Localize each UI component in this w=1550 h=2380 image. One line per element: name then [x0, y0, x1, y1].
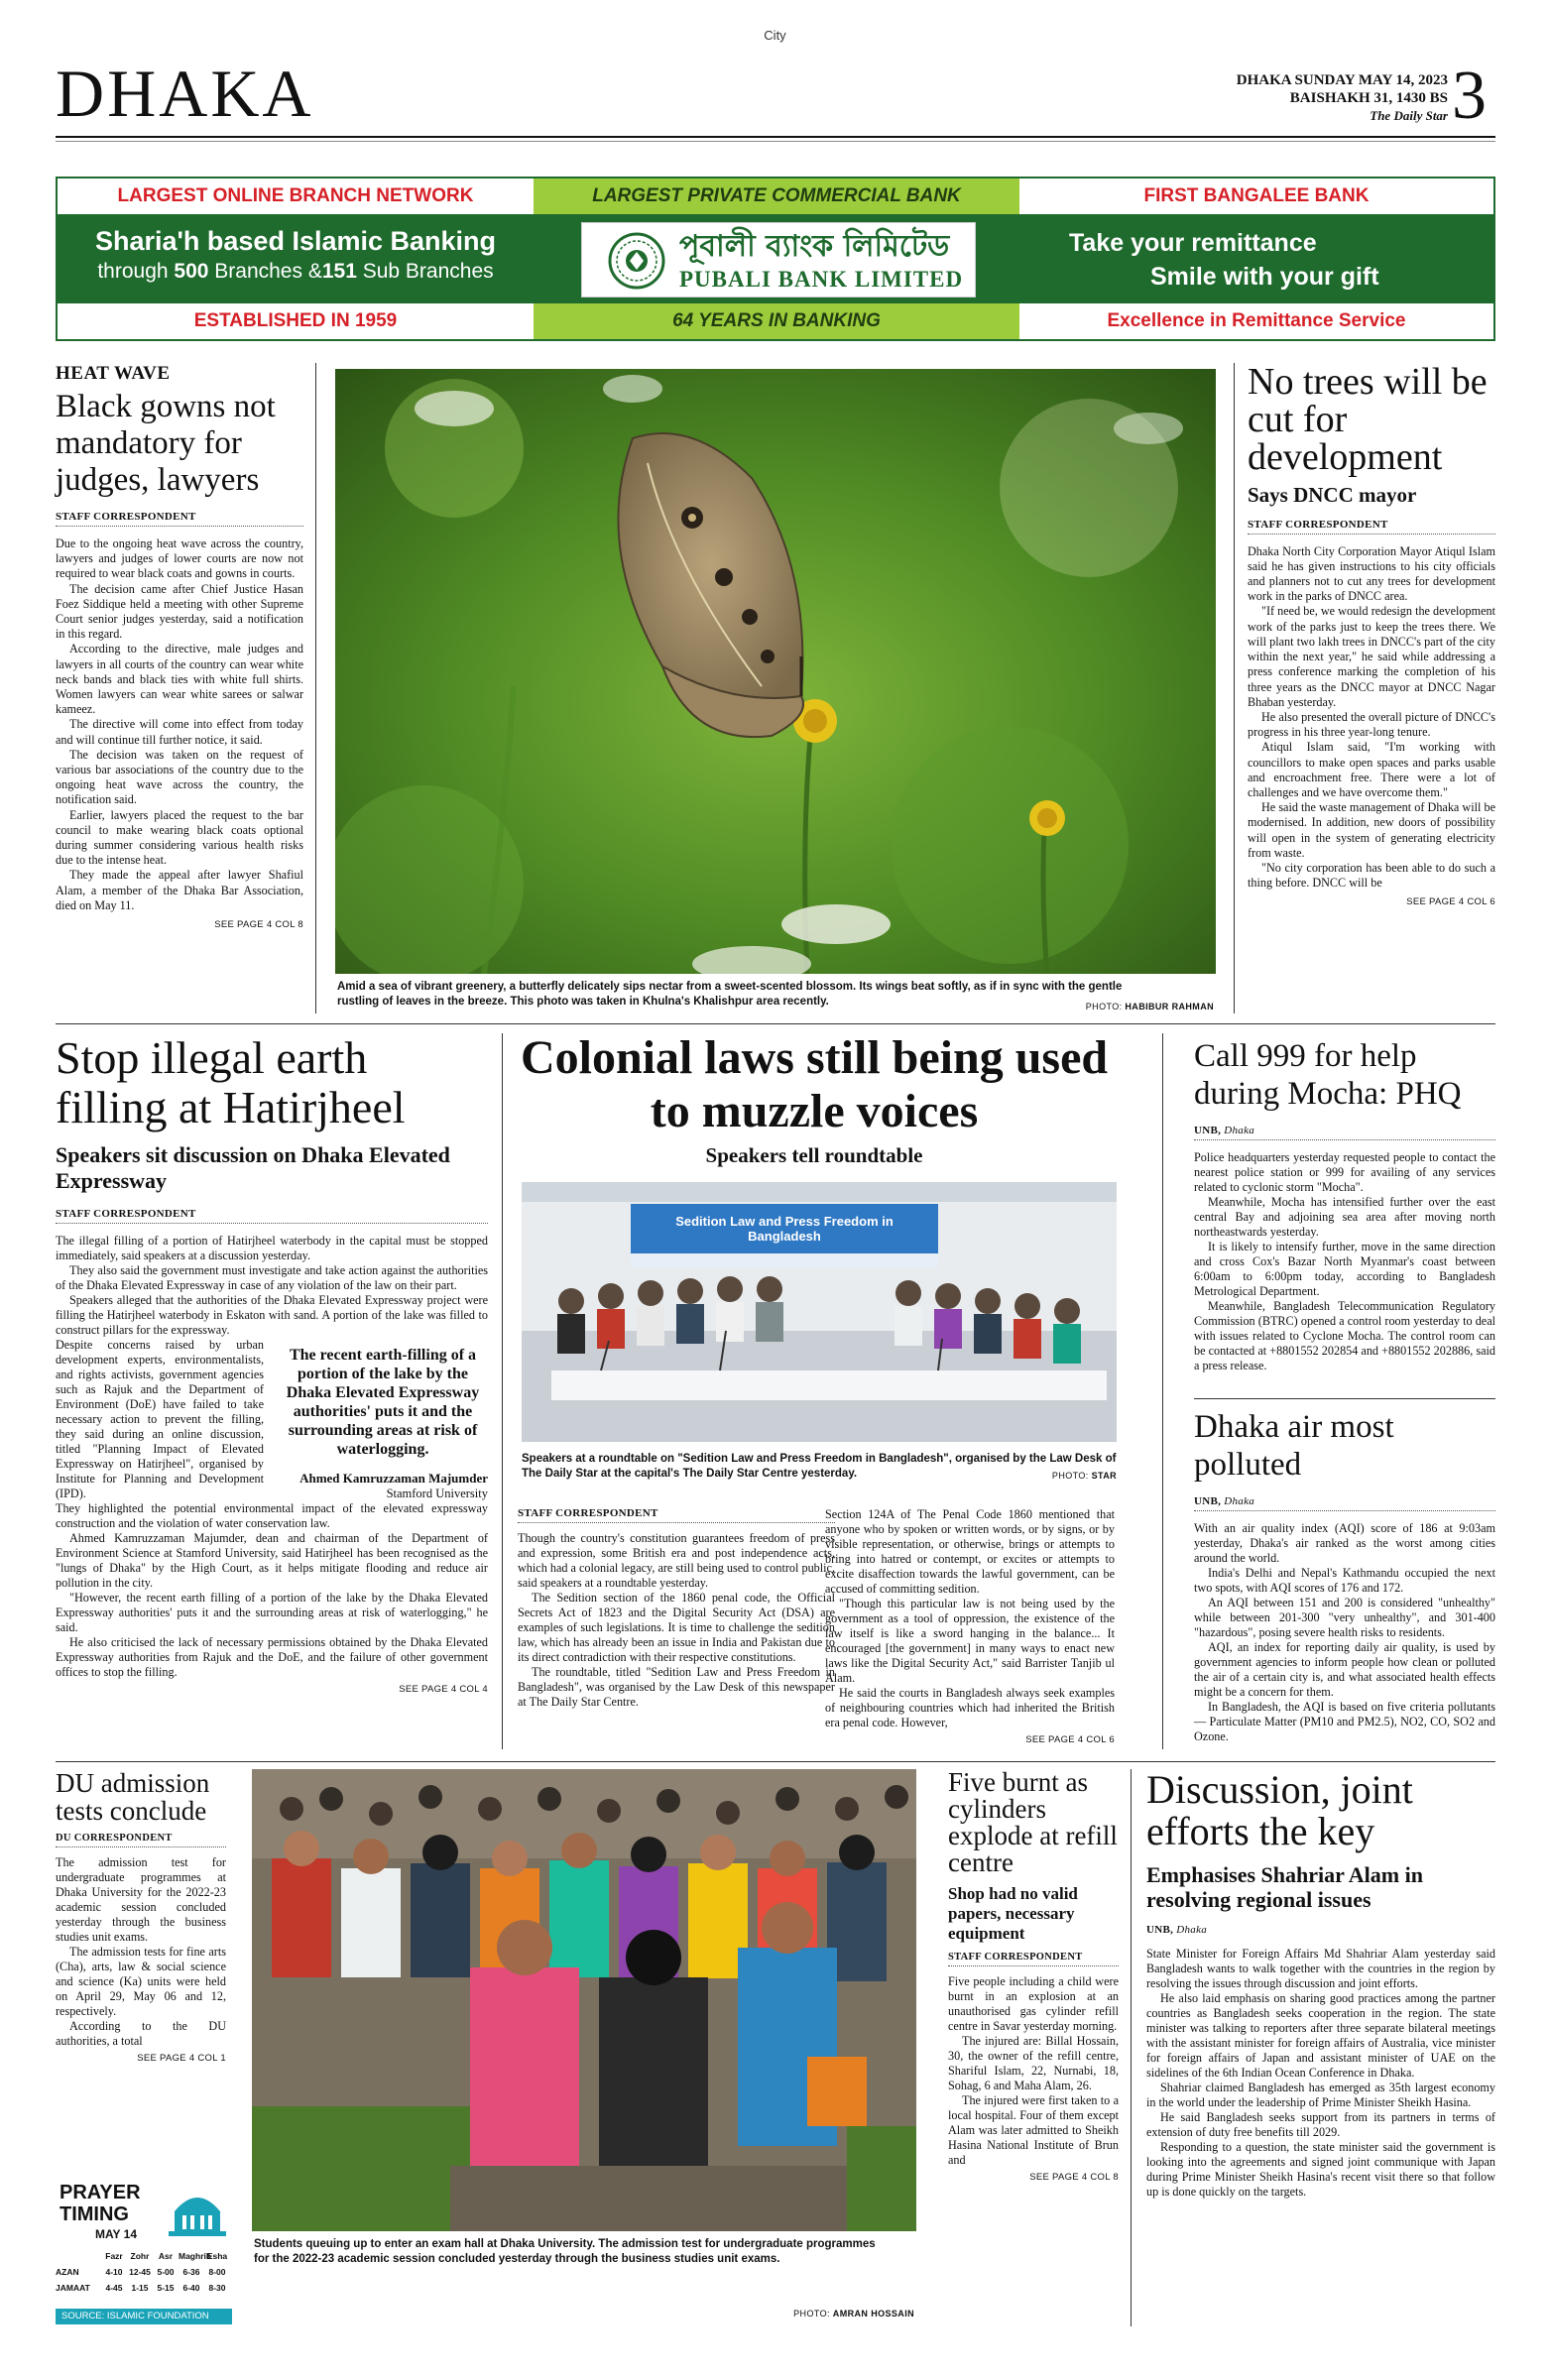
ad-bottom-right: Excellence in Remittance Service: [1107, 310, 1406, 331]
story-colonial: [516, 1031, 1113, 1167]
headline[interactable]: No trees will be cut for development: [1248, 361, 1488, 478]
bank-advertisement[interactable]: [56, 177, 1495, 341]
subhead: Speakers sit discussion on Dhaka Elevated Expressway: [56, 1142, 450, 1193]
column-rule: [1131, 1769, 1132, 2326]
see-page-link[interactable]: SEE PAGE 4 COL 8: [214, 919, 303, 931]
story-body: Dhaka North City Corporation Mayor Atiqul Islam said he has given instructions to his city officials and planners not to cut any trees for development work in the parks of DNCC area. "If need be, we would redesign the development work of the parks just to keep the trees there. We will plant two lakh trees in DNCC's part of the city within the next year," he said while addressing a press conference marking the completion of his three years as the DNCC mayor at DNCC Nagar Bhaban yesterday. He also presented the overall picture of DNCC's progress in his three year-long tenure. Atiqul Islam said, "I'm working with councillors to make open spaces and parks usable and encroachment free. There were a lot of challenges and we have overcome them." He said the waste management of Dhaka will be modernised. In addition, new doors of possibility will open in the system of generating electricity from waste. "No city corporation has been able to do such a thing before. DNCC will be: [1248, 543, 1495, 891]
story-cylinder: [948, 1769, 1119, 2183]
masthead-rule-thin: [56, 141, 1495, 142]
prayer-timing-box: [56, 2182, 232, 2326]
story-discussion: [1146, 1769, 1495, 2200]
ad-branches: through 500 Branches &151 Sub Branches: [97, 260, 494, 283]
prayer-title: PRAYER TIMING: [60, 2182, 141, 2225]
row-rule: [56, 1761, 1495, 1762]
column-rule: [1234, 363, 1235, 1013]
headline[interactable]: Call 999 for help during Mocha: PHQ: [1194, 1038, 1462, 1112]
ad-top-left: LARGEST ONLINE BRANCH NETWORK: [58, 178, 534, 214]
city-title: DHAKA: [56, 56, 314, 131]
story-body: Due to the ongoing heat wave across the country, lawyers and judges of lower courts are now not required to wear black coats and gowns in courts. The decision came after Chief Justice Hasan Foez Siddique held a meeting with other Supreme Court senior judges yesterday, said a notification in this regard. According to the directive, male judges and lawyers in all courts of the country can wear white neck bands and black ties with white full shirts. Women lawyers can wear white sarees or salwar kameez. The directive will come into effect from today and will continue till further notice, it said. The decision was taken on the request of various bar associations of the country due to the ongoing heat wave across the country, the notification said. Earlier, lawyers placed the request to the bar council to make wearing black coats optional during summer considering various health risks due to the intense heat. They made the appeal after lawyer Shafiul Alam, a member of the Dhaka Bar Association, died on May 11.: [56, 536, 303, 912]
story-trees: [1248, 363, 1495, 907]
colonial-col1: [518, 1507, 835, 1710]
pull-quote: [278, 1338, 488, 1501]
byline: DU CORRESPONDENT: [56, 1833, 226, 1847]
mosque-icon: [167, 2182, 228, 2237]
story-body: The admission test for undergraduate programmes at Dhaka University for the 2022-23 academic session concluded yesterday through the business studies unit exams. The admission tests for fine arts (Cha), arts, law & social science and science (Ka) units were held on April 29, May 06 and 12, respectively. According to the DU authorities, a total: [56, 1855, 226, 2048]
story-body-top: The illegal filling of a portion of Hatirjheel waterbody in the capital must be stopped immediately, said speakers at a discussion yesterday. They also said the government must investigate and take action against the authorities of the Dhaka Elevated Expressway in case of any violation of the law on their part. Speakers alleged that the authorities of the Dhaka Elevated Expressway project were filling the Hatirjheel waterbody in Eskaton with sand. A portion of the lake was filled to construct pillars for the expressway.: [56, 1234, 488, 1337]
pull-quote-text: The recent earth-filling of a portion of the lake by the Dhaka Elevated Expressway authorities' puts it and the surrounding areas at risk of waterlogging.: [286, 1347, 480, 1458]
column-rule: [502, 1033, 503, 1749]
byline: UNB, Dhaka: [1194, 1125, 1495, 1140]
headline[interactable]: Dhaka air most polluted: [1194, 1409, 1394, 1483]
prayer-date: MAY 14: [95, 2227, 138, 2241]
story-du: [56, 1769, 226, 2064]
story-body: State Minister for Foreign Affairs Md Shahriar Alam yesterday said Bangladesh wants to walk together with the countries in the region by resolving the issues through discussion and joint efforts. He also laid emphasis on sharing good practices among the partner countries as Bangladesh seeks cooperation in the region. The state minister was talking to reporters after three separate bilateral meetings with the assistant minister for foreign affairs of Australia, vice minister for foreign affairs of Japan and assistant minister of UAE on the sidelines of the 6th Indian Ocean Conference in Dhaka. Shahriar claimed Bangladesh has emerged as 35th largest economy in the world under the leadership of Prime Minister Sheikh Hasina. He said Bangladesh seeks support from its partners in terms of extension of duty free benefits till 2029. Responding to a question, the state minister said the government is looking into the agreements and signed joint communique with Japan during Prime Minister Sheikh Hasina's recent visit there so that follow up is done quickly on the targets.: [1146, 1947, 1495, 2199]
paper-name: The Daily Star: [1370, 108, 1448, 123]
colonial-col2: [825, 1507, 1115, 1745]
kicker: HEAT WAVE: [56, 363, 171, 384]
story-hatirjheel: [56, 1033, 488, 1695]
ad-bank-logo-box: [581, 222, 976, 298]
story-body-col2: Section 124A of The Penal Code 1860 mentioned that anyone who by spoken or written words, or by signs, or by visible representation, or otherwise, brings or attempts to bring into hatred or contempt, or excites or attempts to excite disaffection towards the lawful government, can be accused of committing sedition. "Though this particular law is not being used by the government as a tool of oppression, the existence of the law itself is like a sword hanging in the balance... It encouraged [the government] in many ways to enact new laws like the Digital Security Act," said Barrister Tanjib ul Alam. He said the courts in Bangladesh always seek examples of neighbouring countries which had inherited the British era penal code. However,: [825, 1507, 1115, 1729]
headline[interactable]: DU admission tests conclude: [56, 1768, 210, 1826]
see-page-link[interactable]: SEE PAGE 4 COL 6: [1025, 1734, 1115, 1745]
subhead: Speakers tell roundtable: [705, 1143, 923, 1167]
story-body: With an air quality index (AQI) score of 186 at 9:03am yesterday, Dhaka's air ranked as the worst among cities around the world. India's Delhi and Nepal's Kathmandu occupied the next two spots, with AQI scores of 176 and 172. An AQI between 151 and 200 is considered "unhealthy" while between 201-300 "very unhealthy", and 301-400 "hazardous", posing severe health risks to residents. AQI, an index for reporting daily air quality, is used by government agencies to inform people how clean or polluted the air of a certain city is, and what associated health effects might be a concern for them. In Bangladesh, the AQI is based on five criteria pollutants — Particulate Matter (PM10 and PM2.5), NO2, CO, SO2 and Ozone.: [1194, 1521, 1495, 1743]
story-body-bottom: They highlighted the potential environmental impact of the elevated expressway construction and the violation of water conservation law. Ahmed Kamruzzaman Majumder, dean and chairman of the Department of Environment Science at Stamford University, said Hatirjheel has been recognised as the "lungs of Dhaka" by the High Court, as it helps mitigate flooding and reduce air pollution in the city. "However, the recent earth filling of a portion of the lake by the Dhaka Elevated Expressway authorities' puts it and the surrounding areas at risk of waterlogging," he said. He also criticised the lack of necessary permissions obtained by the Dhaka Elevated Expressway authorities from Rajuk and the DoE, and the failure of other government offices to stop the filling.: [56, 1501, 488, 1679]
column-rule: [315, 363, 316, 1013]
date-text: DHAKA SUNDAY MAY 14, 2023: [1236, 72, 1448, 88]
du-queue-image: [252, 1769, 916, 2231]
bank-name-english: PUBALI BANK LIMITED: [679, 267, 964, 292]
column-rule: [1162, 1033, 1163, 1749]
pull-quote-name: Ahmed Kamruzzaman Majumder: [299, 1471, 488, 1486]
byline: STAFF CORRESPONDENT: [56, 1208, 488, 1224]
byline: STAFF CORRESPONDENT: [518, 1507, 835, 1523]
headline[interactable]: Black gowns not mandatory for judges, lawyers: [56, 389, 276, 498]
ad-top-center: LARGEST PRIVATE COMMERCIAL BANK: [534, 178, 1019, 214]
story-body-left: Despite concerns raised by urban development experts, environmentalists, and rights activists, government agencies such as Rajuk and the Department of Environment (DoE) have failed to take necessary action to prevent the filling, they said during an online discussion, titled "Planning Impact of Elevated Expressway on Hatirjheel", organised by Institute for Planning and Development (IPD).: [56, 1338, 264, 1500]
headline[interactable]: Five burnt as cylinders explode at refill centre: [948, 1767, 1118, 1877]
headline[interactable]: Stop illegal earth filling at Hatirjheel: [56, 1032, 406, 1132]
headline[interactable]: Discussion, joint efforts the key: [1146, 1767, 1413, 1853]
ad-gift: Smile with your gift: [1150, 263, 1379, 291]
photo-caption: Amid a sea of vibrant greenery, a butterfly delicately sips nectar from a sweet-scented blossom. Its wings beat softly, as if in sync with the gentle rustling of leaves in the breeze. This photo was taken in Khulna's Khalishpur area recently.: [337, 981, 1123, 1008]
byline: STAFF CORRESPONDENT: [948, 1952, 1119, 1966]
see-page-link[interactable]: SEE PAGE 4 COL 8: [1029, 2172, 1119, 2183]
row-rule: [1194, 1398, 1495, 1399]
story-body-col1: Though the country's constitution guarantees freedom of press and expression, some British era and post independence acts, which had a colonial legacy, are still being used to control public, said speakers at a roundtable yesterday. The Sedition section of the 1860 penal code, the Official Secrets Act of 1823 and the Digital Security Act (DSA) are examples of such legislations. It is time to challenge the sedition law, which has already been an issue in India and Pakistan due to its direct contradiction with their respective constitutions. The roundtable, titled "Sedition Law and Press Freedom in Bangladesh", was organised by the Law Desk of this newspaper at The Daily Star Centre.: [518, 1531, 835, 1709]
prayer-table: [56, 2251, 232, 2293]
ad-top-right: FIRST BANGALEE BANK: [1019, 178, 1493, 214]
see-page-link[interactable]: SEE PAGE 4 COL 6: [1406, 896, 1495, 908]
section-label: City: [764, 28, 786, 43]
ad-bottom-left: ESTABLISHED IN 1959: [193, 310, 398, 331]
byline: STAFF CORRESPONDENT: [1248, 519, 1495, 535]
ad-remittance: Take your remittance: [1069, 229, 1317, 257]
bangla-date: BAISHAKH 31, 1430 BS: [1289, 90, 1448, 106]
ad-bottom-center: 64 YEARS IN BANKING: [534, 303, 1019, 339]
masthead-rule: [56, 136, 1495, 138]
story-body: Five people including a child were burnt in an explosion at an unauthorised gas cylinder refill centre in Savar yesterday morning. The injured are: Billal Hossain, 30, the owner of the refill centre, Shariful Islam, 22, Nurnabi, 18, Sohag, 6 and Maha Alam, 26. The injured were first taken to a local hospital. Four of them except Alam was later admitted to Sheikh Hasina National Institute of Brun and: [948, 1974, 1119, 2167]
page-number: 3: [1452, 58, 1487, 134]
prayer-jamaat-row: JAMAAT 4-45 1-15 5-15 6-40 8-30: [56, 2283, 226, 2293]
bank-emblem-icon: [608, 232, 665, 290]
ad-islamic-banking: Sharia'h based Islamic Banking: [94, 226, 497, 256]
row-rule: [56, 1023, 1495, 1024]
story-heatwave: [56, 363, 303, 930]
pull-quote-org: Stamford University: [386, 1487, 488, 1500]
butterfly-photo[interactable]: [335, 369, 1216, 974]
bank-name-bangla: পূবালী ব্যাংক লিমিটেড: [679, 229, 950, 264]
subhead: Shop had no valid papers, necessary equipment: [948, 1884, 1078, 1943]
prayer-source: SOURCE: ISLAMIC FOUNDATION: [56, 2309, 232, 2324]
banner-text: Sedition Law and Press Freedom in Bangladesh: [675, 1214, 894, 1244]
subhead: Says DNCC mayor: [1248, 483, 1417, 507]
byline: UNB, Dhaka: [1194, 1495, 1495, 1511]
see-page-link[interactable]: SEE PAGE 4 COL 4: [399, 1684, 488, 1695]
photo-caption: Speakers at a roundtable on "Sedition Law and Press Freedom in Bangladesh", organised by the Law Desk of The Daily Star at the capital's The Daily Star Centre yesterday. PHOTO: STAR: [522, 1453, 1117, 1481]
photo-credit: PHOTO: AMRAN HOSSAIN: [793, 2309, 914, 2319]
date-line: [1160, 71, 1448, 125]
du-queue-photo[interactable]: [252, 1769, 916, 2231]
ad-right-text: [1039, 226, 1456, 294]
roundtable-photo[interactable]: [522, 1182, 1117, 1442]
story-air: [1194, 1408, 1495, 1744]
story-999: [1194, 1037, 1495, 1373]
story-body: Police headquarters yesterday requested people to contact the nearest police station or 999 for availing of any services related to cyclonic storm "Mocha". Meanwhile, Mocha has intensified further over the east central Bay and adjoining sea area after moving north northeastwards yesterday. It is likely to intensify further, move in the same direction and cross Cox's Bazar North Myanmar's coast between 6:00am to 6:00pm today, according to Bangladesh Metrological Department. Meanwhile, Bangladesh Telecommunication Regulatory Commission (BTRC) opened a control room yesterday to deal with issues related to Cyclone Mocha. The control room can be contacted at +8801552 202854 and +8801552 202886, said a press release.: [1194, 1150, 1495, 1372]
subhead: Emphasises Shahriar Alam in resolving regional issues: [1146, 1862, 1423, 1912]
headline[interactable]: Colonial laws still being used to muzzle voices: [520, 1031, 1109, 1137]
photo-caption: Students queuing up to enter an exam hall at Dhaka University. The admission test for undergraduate programmes for the 2022-23 academic session concluded yesterday through the business studies unit exams.: [254, 2238, 876, 2265]
see-page-link[interactable]: SEE PAGE 4 COL 1: [137, 2053, 226, 2064]
butterfly-image: [335, 369, 1216, 974]
ad-left-text: [58, 224, 534, 286]
byline: STAFF CORRESPONDENT: [56, 511, 303, 527]
byline: UNB, Dhaka: [1146, 1924, 1208, 1936]
photo-credit: PHOTO: HABIBUR RAHMAN: [1085, 1002, 1214, 1012]
prayer-header-row: Fazr Zohr Asr Maghrib Esha: [105, 2251, 228, 2261]
prayer-azan-row: AZAN 4-10 12-45 5-00 6-36 8-00: [56, 2267, 226, 2277]
